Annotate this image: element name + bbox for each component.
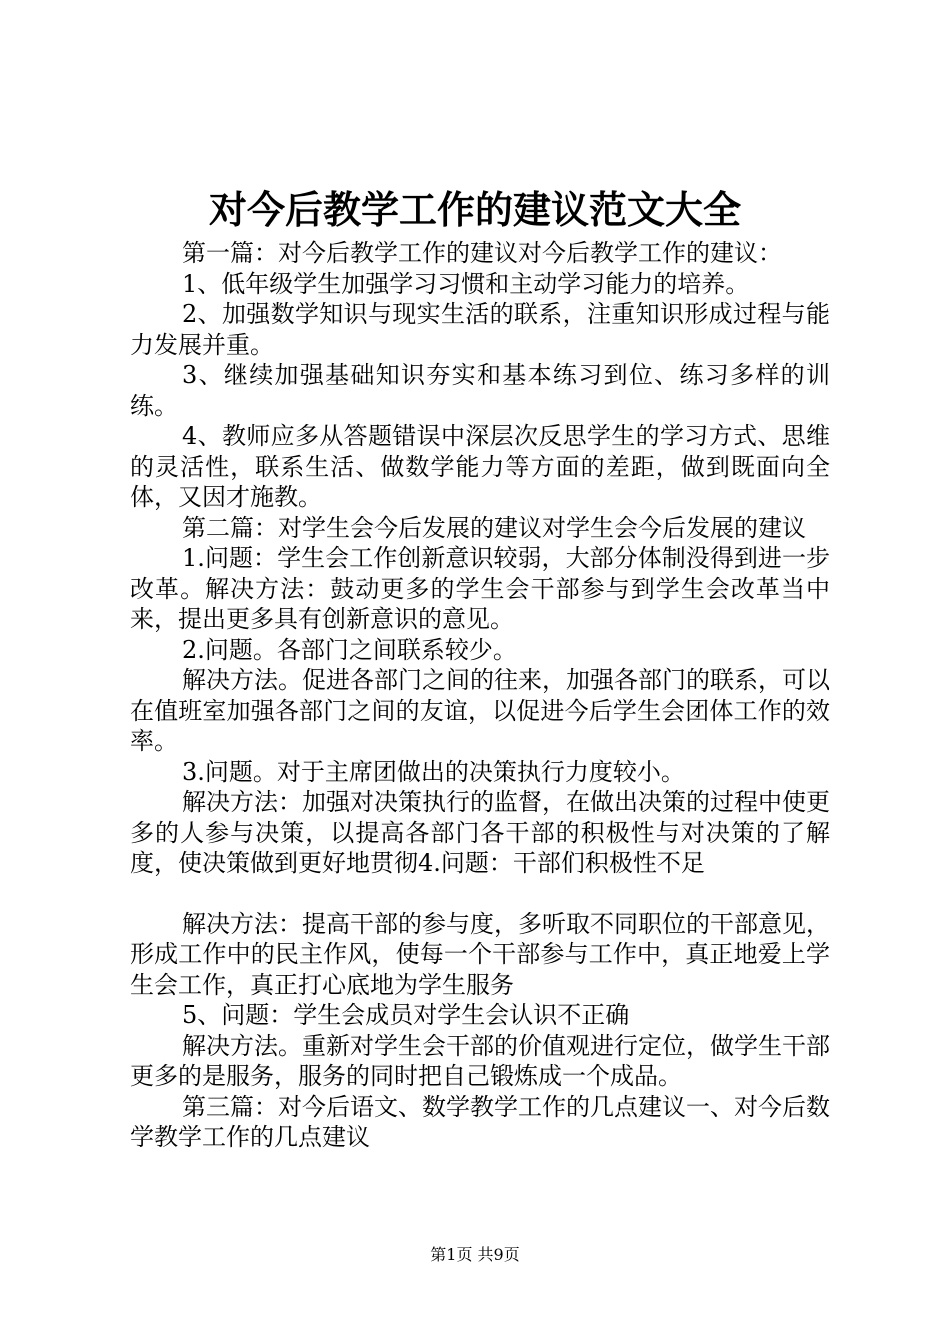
paragraph: 第二篇：对学生会今后发展的建议对学生会今后发展的建议 bbox=[182, 513, 806, 542]
paragraph: 解决方法。重新对学生会干部的价值观进行定位，做学生干部更多的是服务，服务的同时把自己锻炼成一个成品。 bbox=[130, 1031, 830, 1090]
paragraph: 1、低年级学生加强学习习惯和主动学习能力的培养。 bbox=[182, 269, 750, 298]
paragraph: 4、教师应多从答题错误中深层次反思学生的学习方式、思维的灵活性，联系生活、做数学能力等方面的差距，做到既面向全体，又因才施教。 bbox=[130, 422, 830, 511]
paragraph: 解决方法：加强对决策执行的监督，在做出决策的过程中使更多的人参与决策，以提高各部门各干部的积极性与对决策的了解度，使决策做到更好地贯彻4.问题：干部们积极性不足 bbox=[130, 788, 830, 877]
paragraph: 3.问题。对于主席团做出的决策执行力度较小。 bbox=[182, 757, 685, 786]
paragraph: 2.问题。各部门之间联系较少。 bbox=[182, 635, 517, 664]
page-number-footer: 第1页 共9页 bbox=[430, 1245, 520, 1264]
paragraph: 解决方法。促进各部门之间的往来，加强各部门的联系，可以在值班室加强各部门之间的友谊，以促进今后学生会团体工作的效率。 bbox=[130, 666, 830, 755]
paragraph: 第一篇：对今后教学工作的建议对今后教学工作的建议： bbox=[182, 239, 782, 267]
paragraph: 3、继续加强基础知识夯实和基本练习到位、练习多样的训练。 bbox=[130, 361, 830, 420]
paragraph: 1.问题：学生会工作创新意识较弱，大部分体制没得到进一步改革。解决方法：鼓动更多的学生会干部参与到学生会改革当中来，提出更多具有创新意识的意见。 bbox=[130, 544, 830, 633]
document-title: 对今后教学工作的建议范文大全 bbox=[208, 187, 741, 232]
document-body bbox=[130, 238, 830, 1153]
paragraph: 解决方法：提高干部的参与度，多听取不同职位的干部意见，形成工作中的民主作风，使每一个干部参与工作中，真正地爱上学生会工作，真正打心底地为学生服务 bbox=[130, 909, 830, 999]
paragraph: 第三篇：对今后语文、数学教学工作的几点建议一、对今后数学教学工作的几点建议 bbox=[130, 1092, 830, 1151]
paragraph: 2、加强数学知识与现实生活的联系，注重知识形成过程与能力发展并重。 bbox=[130, 300, 830, 359]
paragraph: 5、问题：学生会成员对学生会认识不正确 bbox=[182, 1001, 630, 1029]
